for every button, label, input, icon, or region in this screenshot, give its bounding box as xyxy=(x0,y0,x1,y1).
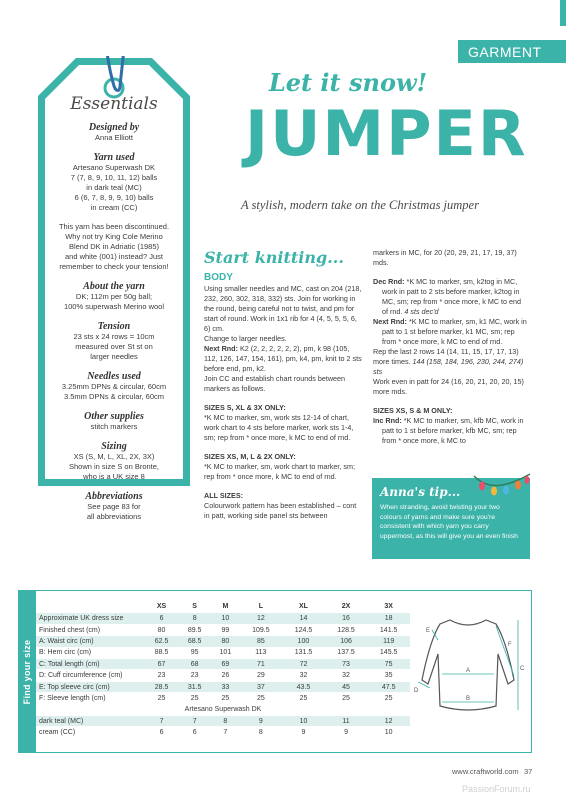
section-heading: Sizing xyxy=(101,441,127,452)
size-group-heading: SIZES XS, M, L & 2X ONLY: xyxy=(204,452,296,461)
page-title: JUMPER xyxy=(245,97,528,170)
size-table xyxy=(36,600,410,739)
section-body: DK; 112m per 50g ball; 100% superwash Merino wool xyxy=(63,292,165,311)
tip-title: Anna's tip... xyxy=(380,485,461,499)
diagram-label-a: A xyxy=(466,668,471,674)
pattern-paragraph xyxy=(204,344,362,374)
table-row: D: Cuff circumference (cm) 23 23 26 29 32 32 35 xyxy=(36,670,410,681)
yarn-heading-row xyxy=(36,704,410,715)
pattern-paragraph: Using smaller needles and MC, cast on 204 (218, 232, 260, 302, 318, 332) sts. Join for working in the round, being careful not to twist, and pm for start of round. Work in 1x1 rib for 4 (4, 5, 5, 5, 6, 6) cm. xyxy=(204,284,362,333)
section-body: XS (S, M, L, XL, 2X, 3X) Shown in size S on Bronte, who is a UK size 8 xyxy=(68,452,160,481)
pattern-paragraph: Work even in patt for 24 (16, 20, 21, 20, 20, 15) more mds. xyxy=(373,377,524,396)
page-subtitle: A stylish, modern take on the Christmas jumper xyxy=(241,198,479,212)
diagram-label-f: F xyxy=(508,642,512,648)
essentials-section xyxy=(48,281,180,312)
essentials-tag xyxy=(36,56,192,521)
pattern-column-right xyxy=(373,248,528,446)
section-heading: About the yarn xyxy=(83,281,145,292)
table-row: F: Sleeve length (cm) 25 25 25 25 25 25 25 xyxy=(36,693,410,704)
section-body: 3.25mm DPNs & circular, 60cm 3.5mm DPNs & circular, 60cm xyxy=(61,382,167,401)
fairy-lights-icon xyxy=(472,470,532,504)
diagram-label-e: E xyxy=(426,628,431,634)
yarn-heading: Artesano Superwash DK xyxy=(36,704,410,715)
column-header: XS xyxy=(145,600,178,613)
column-header: M xyxy=(211,600,239,613)
essentials-section xyxy=(48,371,180,402)
section-heading: Tension xyxy=(97,321,131,332)
table-row: A: Waist circ (cm) 62.5 68.5 80 85 100 106 119 xyxy=(36,636,410,647)
pattern-paragraph: Change to larger needles. xyxy=(204,334,287,343)
essentials-section xyxy=(48,152,180,213)
find-your-size-label: Find your size xyxy=(22,639,32,704)
essentials-section xyxy=(48,441,180,482)
table-row: E: Top sleeve circ (cm) 28.5 31.5 33 37 43.5 45 47.5 xyxy=(36,681,410,692)
body-heading: BODY xyxy=(204,272,233,283)
stitch-count-note: 144 (158, 184, 196, 230, 244, 274) sts xyxy=(373,357,524,376)
column-header: L xyxy=(240,600,283,613)
section-heading: Designed by xyxy=(88,122,140,133)
essentials-content xyxy=(48,94,180,531)
instruction-label: Next Rnd: xyxy=(373,317,407,326)
essentials-section xyxy=(48,411,180,432)
headline-kicker: Let it snow! xyxy=(268,68,428,97)
essentials-section xyxy=(48,122,180,143)
pattern-paragraph: Colourwork pattern has been established – cont in patt, working side panel sts between xyxy=(204,501,357,520)
diagram-label-b: B xyxy=(466,696,471,702)
pattern-paragraph xyxy=(373,347,528,377)
column-header: S xyxy=(178,600,211,613)
instruction-label: Dec Rnd: xyxy=(373,277,405,286)
pattern-paragraph: *K MC to marker, sm, work sts 12-14 of chart, work chart to 4 sts before marker, work sts 1-4, sm; rep from * once more, k MC to end of rnd. xyxy=(204,413,354,442)
instruction-text: *K MC to marker, sm, kfb MC, work in patt to 1 st before marker, kfb MC, sm; rep from * once more, k MC to xyxy=(382,416,524,445)
section-body: 23 sts x 24 rows = 10cm measured over St st on larger needles xyxy=(73,332,155,361)
table-row: cream (CC) 6 6 7 8 9 9 10 xyxy=(36,727,410,738)
section-heading: Needles used xyxy=(87,371,141,382)
instruction-text: *K MC to marker, sm, k1 MC, work in patt to 1 st before marker, k1 MC, sm; rep from * once more, k MC to end of rnd. xyxy=(382,317,527,346)
tip-body: When stranding, avoid twisting your two colours of yarns and make sure you're consistent with which yarn you carry uppermost, as this will give you an even finish xyxy=(380,504,518,540)
section-body: Artesano Superwash DK 7 (7, 8, 9, 10, 11, 12) balls in dark teal (MC) 6 (6, 7, 8, 9, 9, 10) balls in cream (CC) xyxy=(70,163,158,212)
pattern-paragraph: markers in MC, for 20 (20, 29, 21, 17, 19, 37) mds. xyxy=(373,248,517,267)
column-header: XL xyxy=(282,600,325,613)
column-header: 2X xyxy=(325,600,368,613)
size-group-heading: SIZES S, XL & 3X ONLY: xyxy=(204,403,286,412)
pattern-paragraph: *K MC to marker, sm, work chart to marker, sm; rep from * once more, k MC to end of rnd. xyxy=(204,462,355,481)
diagram-label-c: C xyxy=(520,666,524,672)
section-body: See page 83 for all abbreviations xyxy=(86,502,142,521)
table-header-row xyxy=(36,600,410,613)
pattern-column-left xyxy=(204,248,362,521)
pattern-paragraph xyxy=(373,277,528,317)
start-knitting-heading: Start knitting... xyxy=(204,248,344,267)
pattern-paragraph: Join CC and establish chart rounds between markers as follows. xyxy=(204,374,346,393)
instruction-label: Inc Rnd: xyxy=(373,416,402,425)
table-row: Approximate UK dress size 6 8 10 12 14 16 18 xyxy=(36,613,410,624)
essentials-section xyxy=(48,321,180,362)
section-heading: Other supplies xyxy=(84,411,144,422)
essentials-section xyxy=(48,222,180,272)
watermark: PassionForum.ru xyxy=(462,784,531,794)
table-row: Finished chest (cm) 80 89.5 99 109.5 124.5 128.5 141.5 xyxy=(36,624,410,635)
instruction-text: Rep the last 2 rows 14 (14, 11, 15, 17, 17, 13) more times. xyxy=(373,347,519,366)
column-header: 3X xyxy=(367,600,410,613)
table-row: dark teal (MC) 7 7 8 9 10 11 12 xyxy=(36,716,410,727)
section-body: stitch markers xyxy=(90,422,138,431)
instruction-text: *K MC to marker, sm, k2tog in MC, work in patt to 2 sts before marker, k2tog in MC, sm; rep from * once more, k MC to end of rnd. xyxy=(382,277,521,316)
instruction-text: K2 (2, 2, 2, 2, 2, 2), pm, k 98 (105, 112, 126, 147, 154, 161), pm, k4, pm, knit to 2 sts before end, pm, k2. xyxy=(204,344,362,373)
pattern-paragraph xyxy=(373,416,528,446)
diagram-label-d: D xyxy=(414,688,419,694)
table-row: B: Hem circ (cm) 88.5 95 101 113 131.5 137.5 145.5 xyxy=(36,647,410,658)
footer-url[interactable]: www.craftworld.com xyxy=(452,767,519,776)
section-body: Anna Elliott xyxy=(95,133,133,142)
tag-string-icon xyxy=(98,56,138,96)
size-group-heading: ALL SIZES: xyxy=(204,491,244,500)
category-tab[interactable]: GARMENT xyxy=(458,40,566,63)
stitch-count-note: 4 sts dec'd xyxy=(404,307,439,316)
table-row: C: Total length (cm) 67 68 69 71 72 73 75 xyxy=(36,659,410,670)
instruction-label: Next Rnd: xyxy=(204,344,238,353)
pattern-paragraph xyxy=(373,317,528,347)
section-heading: Yarn used xyxy=(93,152,135,163)
column-header xyxy=(36,600,145,613)
size-group-heading: SIZES XS, S & M ONLY: xyxy=(373,406,453,415)
corner-accent xyxy=(560,0,566,26)
essentials-title: Essentials xyxy=(70,94,158,114)
page-number: 37 xyxy=(524,767,533,776)
discontinued-note: This yarn has been discontinued. Why not try King Cole Merino Blend DK in Adriatic (1985) and white (001) instead? Just remember to check your tension! xyxy=(58,222,170,271)
section-heading: Abbreviations xyxy=(85,491,143,502)
jumper-schematic xyxy=(412,610,524,720)
essentials-section xyxy=(48,491,180,522)
